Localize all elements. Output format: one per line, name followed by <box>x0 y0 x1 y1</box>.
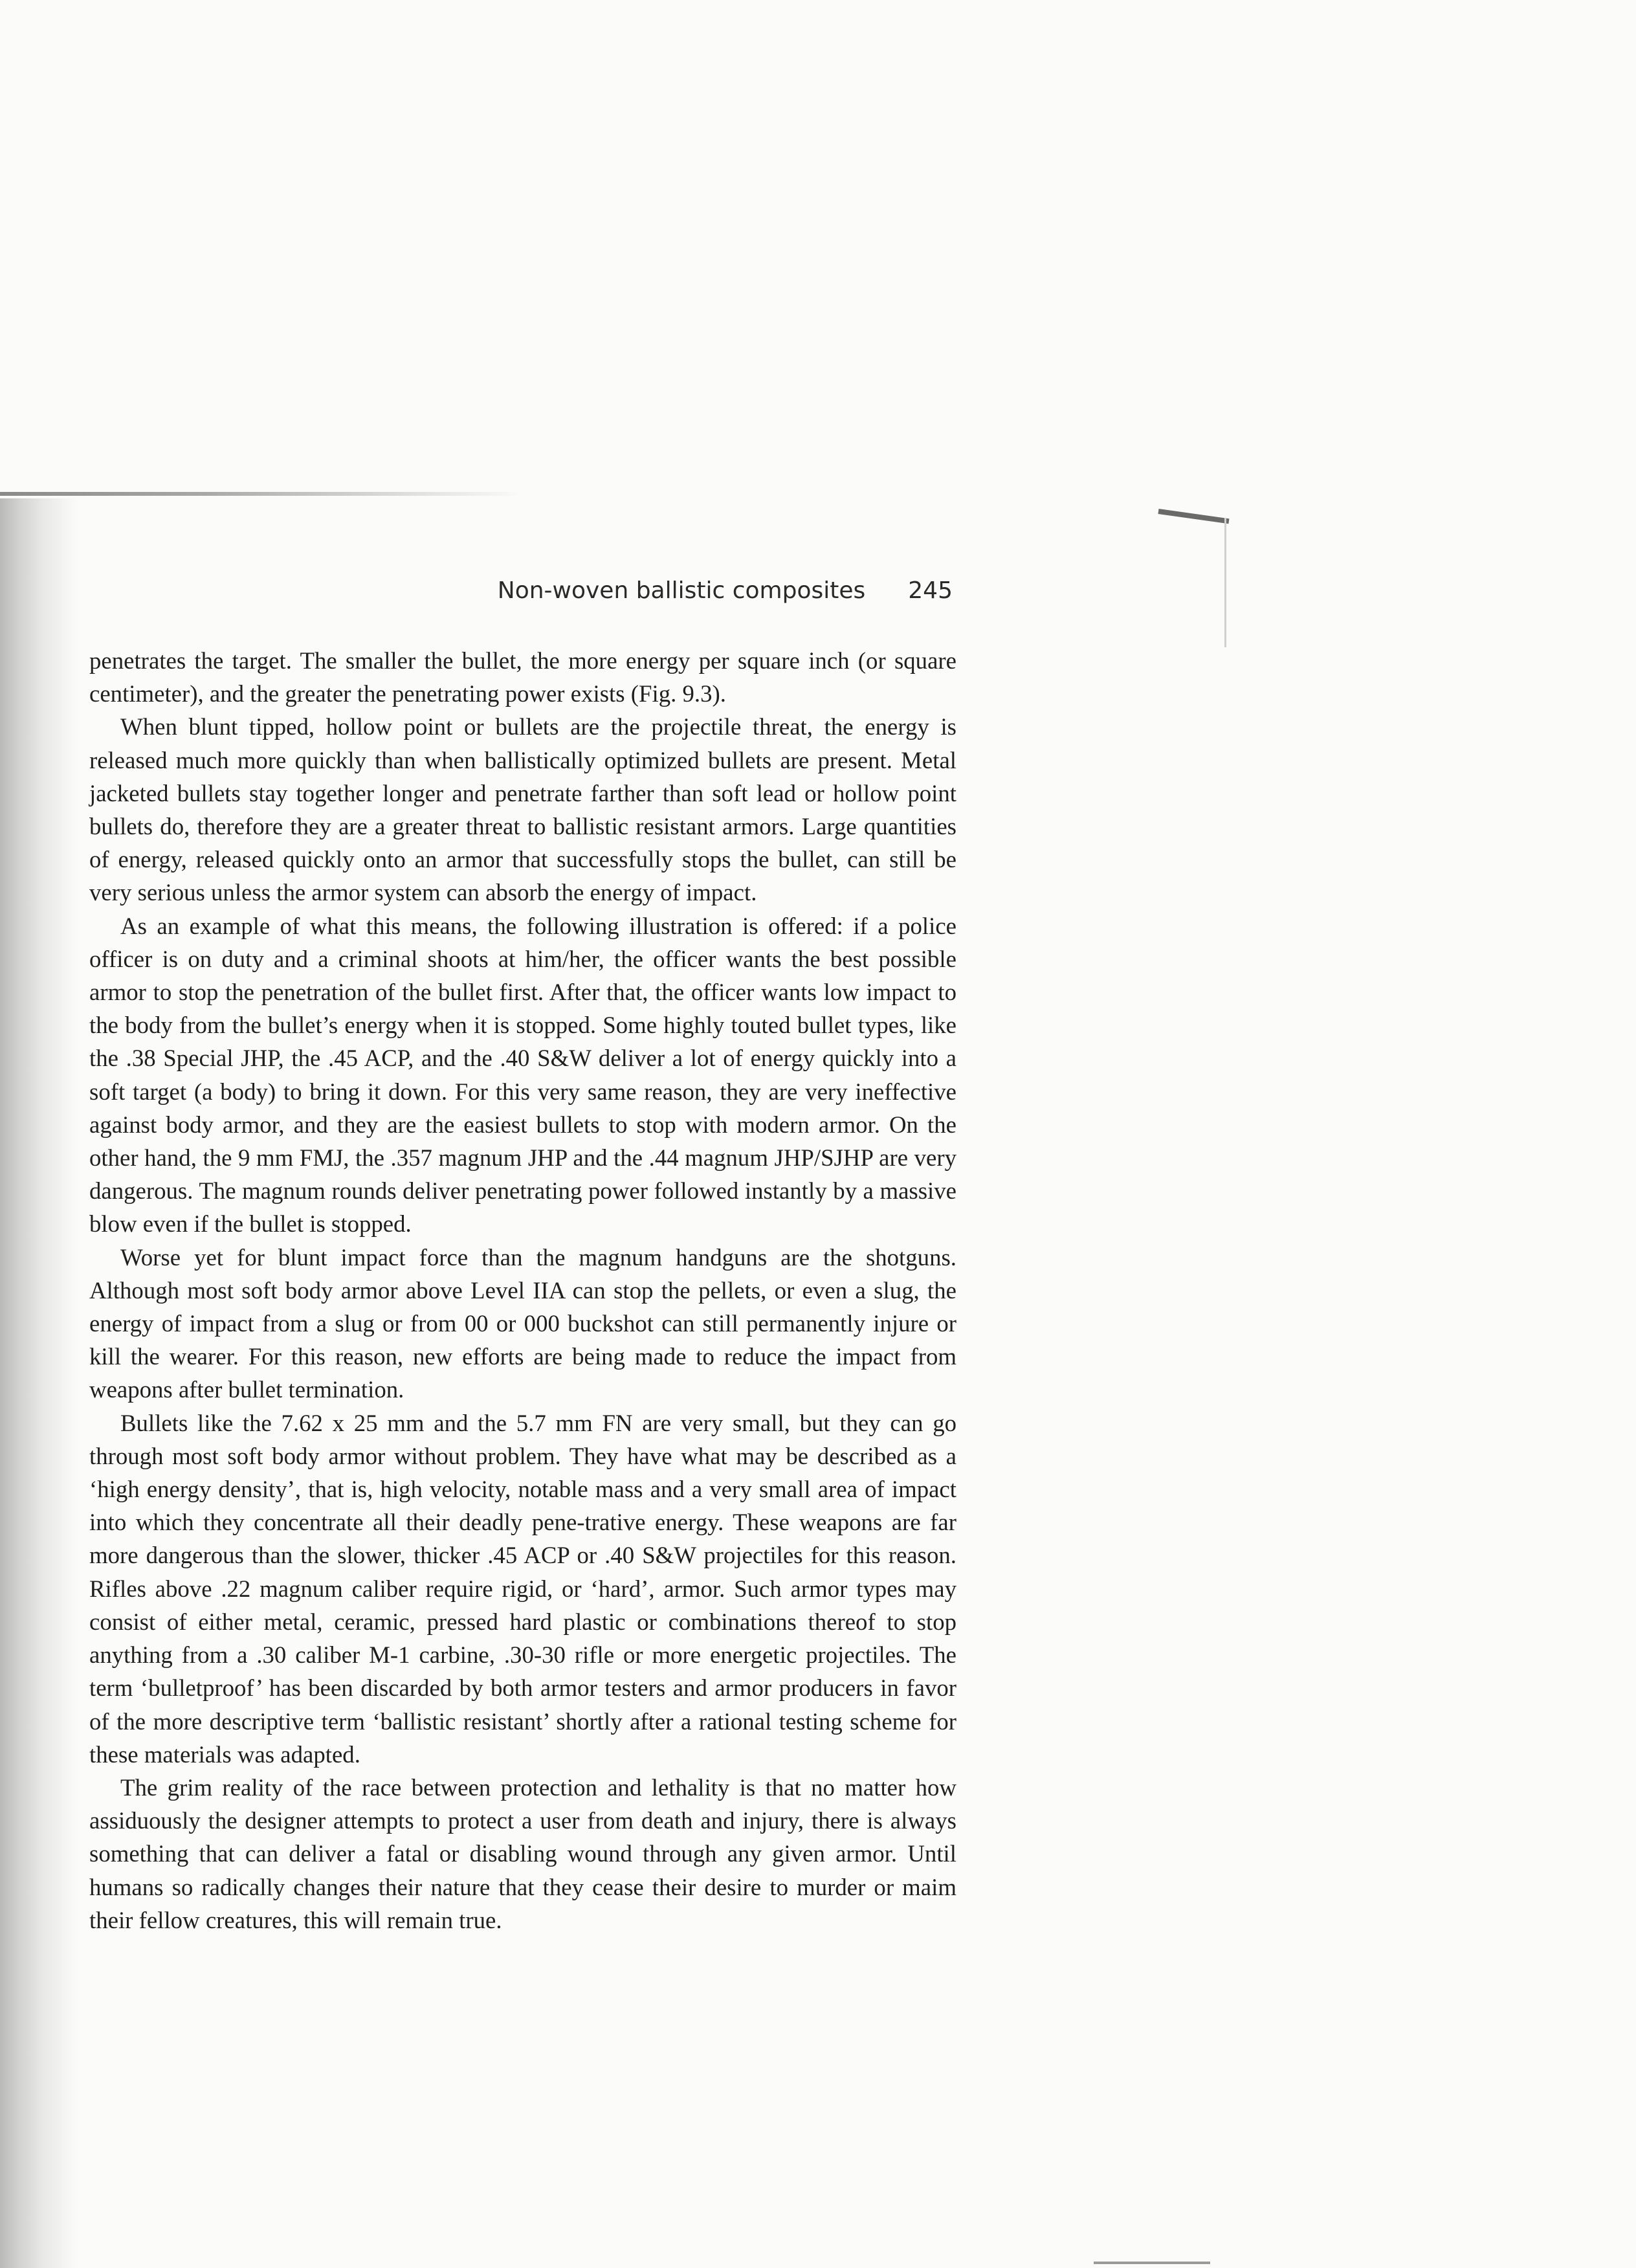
body-text <box>89 644 956 1937</box>
paragraph-continued: penetrates the target. The smaller the bullet, the more energy per square inch (or square centimeter), and the greater the penetrating power exists (Fig. 9.3). <box>89 647 956 707</box>
page-number: 245 <box>908 577 953 604</box>
paragraph: The grim reality of the race between protection and lethality is that no matter how assiduously the designer attempts to protect a user from death and injury, there is always something that can deliver a fatal or disabling wound through any given armor. Until humans so radically changes their nature that they cease their desire to murder or maim their fellow creatures, this will remain true. <box>89 1773 956 1933</box>
paragraph: As an example of what this means, the following illustration is offered: if a police officer is on duty and a criminal shoots at him/her, the officer wants the best possible armor to stop the penetration of the bullet first. After that, the officer wants low impact to the body from the bullet’s energy when it is stopped. Some highly touted bullet types, like the .38 Special JHP, the .45 ACP, and the .40 S&W deliver a lot of energy quickly into a soft target (a body) to bring it down. For this very same reason, they are very ineffective against body armor, and they are the easiest bullets to stop with modern armor. On the other hand, the 9 mm FMJ, the .357 magnum JHP and the .44 magnum JHP/SJHP are very dangerous. The magnum rounds deliver penetrating power followed instantly by a massive blow even if the bullet is stopped. <box>89 912 956 1238</box>
scan-edge-right <box>1224 518 1226 647</box>
scan-gutter-shadow <box>0 498 78 2268</box>
paragraph: Worse yet for blunt impact force than the magnum handguns are the shotguns. Although most soft body armor above Level IIA can stop the pellets, or even a slug, the energy of impact from a slug or from 00 or 000 buckshot can still permanently injure or kill the wearer. For this reason, new efforts are being made to reduce the impact from weapons after bullet termination. <box>89 1243 956 1403</box>
paragraph: Bullets like the 7.62 x 25 mm and the 5.7 mm FN are very small, but they can go through most soft body armor without problem. They have what may be described as a ‘high energy density’, that is, high velocity, notable mass and a very small area of impact into which they concentrate all their deadly pene-trative energy. These weapons are far more dangerous than the slower, thicker .45 ACP or .40 S&W projectiles for this reason. Rifles above .22 magnum caliber require rigid, or ‘hard’, armor. Such armor types may consist of either metal, ceramic, pressed hard plastic or combinations thereof to stop anything from a .30 caliber M-1 carbine, .30-30 rifle or more energetic projectiles. The term ‘bulletproof’ has been discarded by both armor testers and armor producers in favor of the more descriptive term ‘ballistic resistant’ shortly after a rational testing scheme for these materials was adapted. <box>89 1409 956 1768</box>
scan-edge-top <box>0 492 524 496</box>
running-header-title: Non-woven ballistic composites <box>497 577 866 604</box>
running-header <box>453 577 953 616</box>
scan-edge-mark-bottom <box>1094 2262 1210 2264</box>
scan-edge-mark-right <box>1158 509 1229 524</box>
paragraph: When blunt tipped, hollow point or bullets are the projectile threat, the energy is released much more quickly than when ballistically optimized bullets are present. Metal jacketed bullets stay together longer and penetrate farther than soft lead or hollow point bullets do, therefore they are a greater threat to ballistic resistant armors. Large quantities of energy, released quickly onto an armor that successfully stops the bullet, can still be very serious unless the armor system can absorb the energy of impact. <box>89 713 956 906</box>
